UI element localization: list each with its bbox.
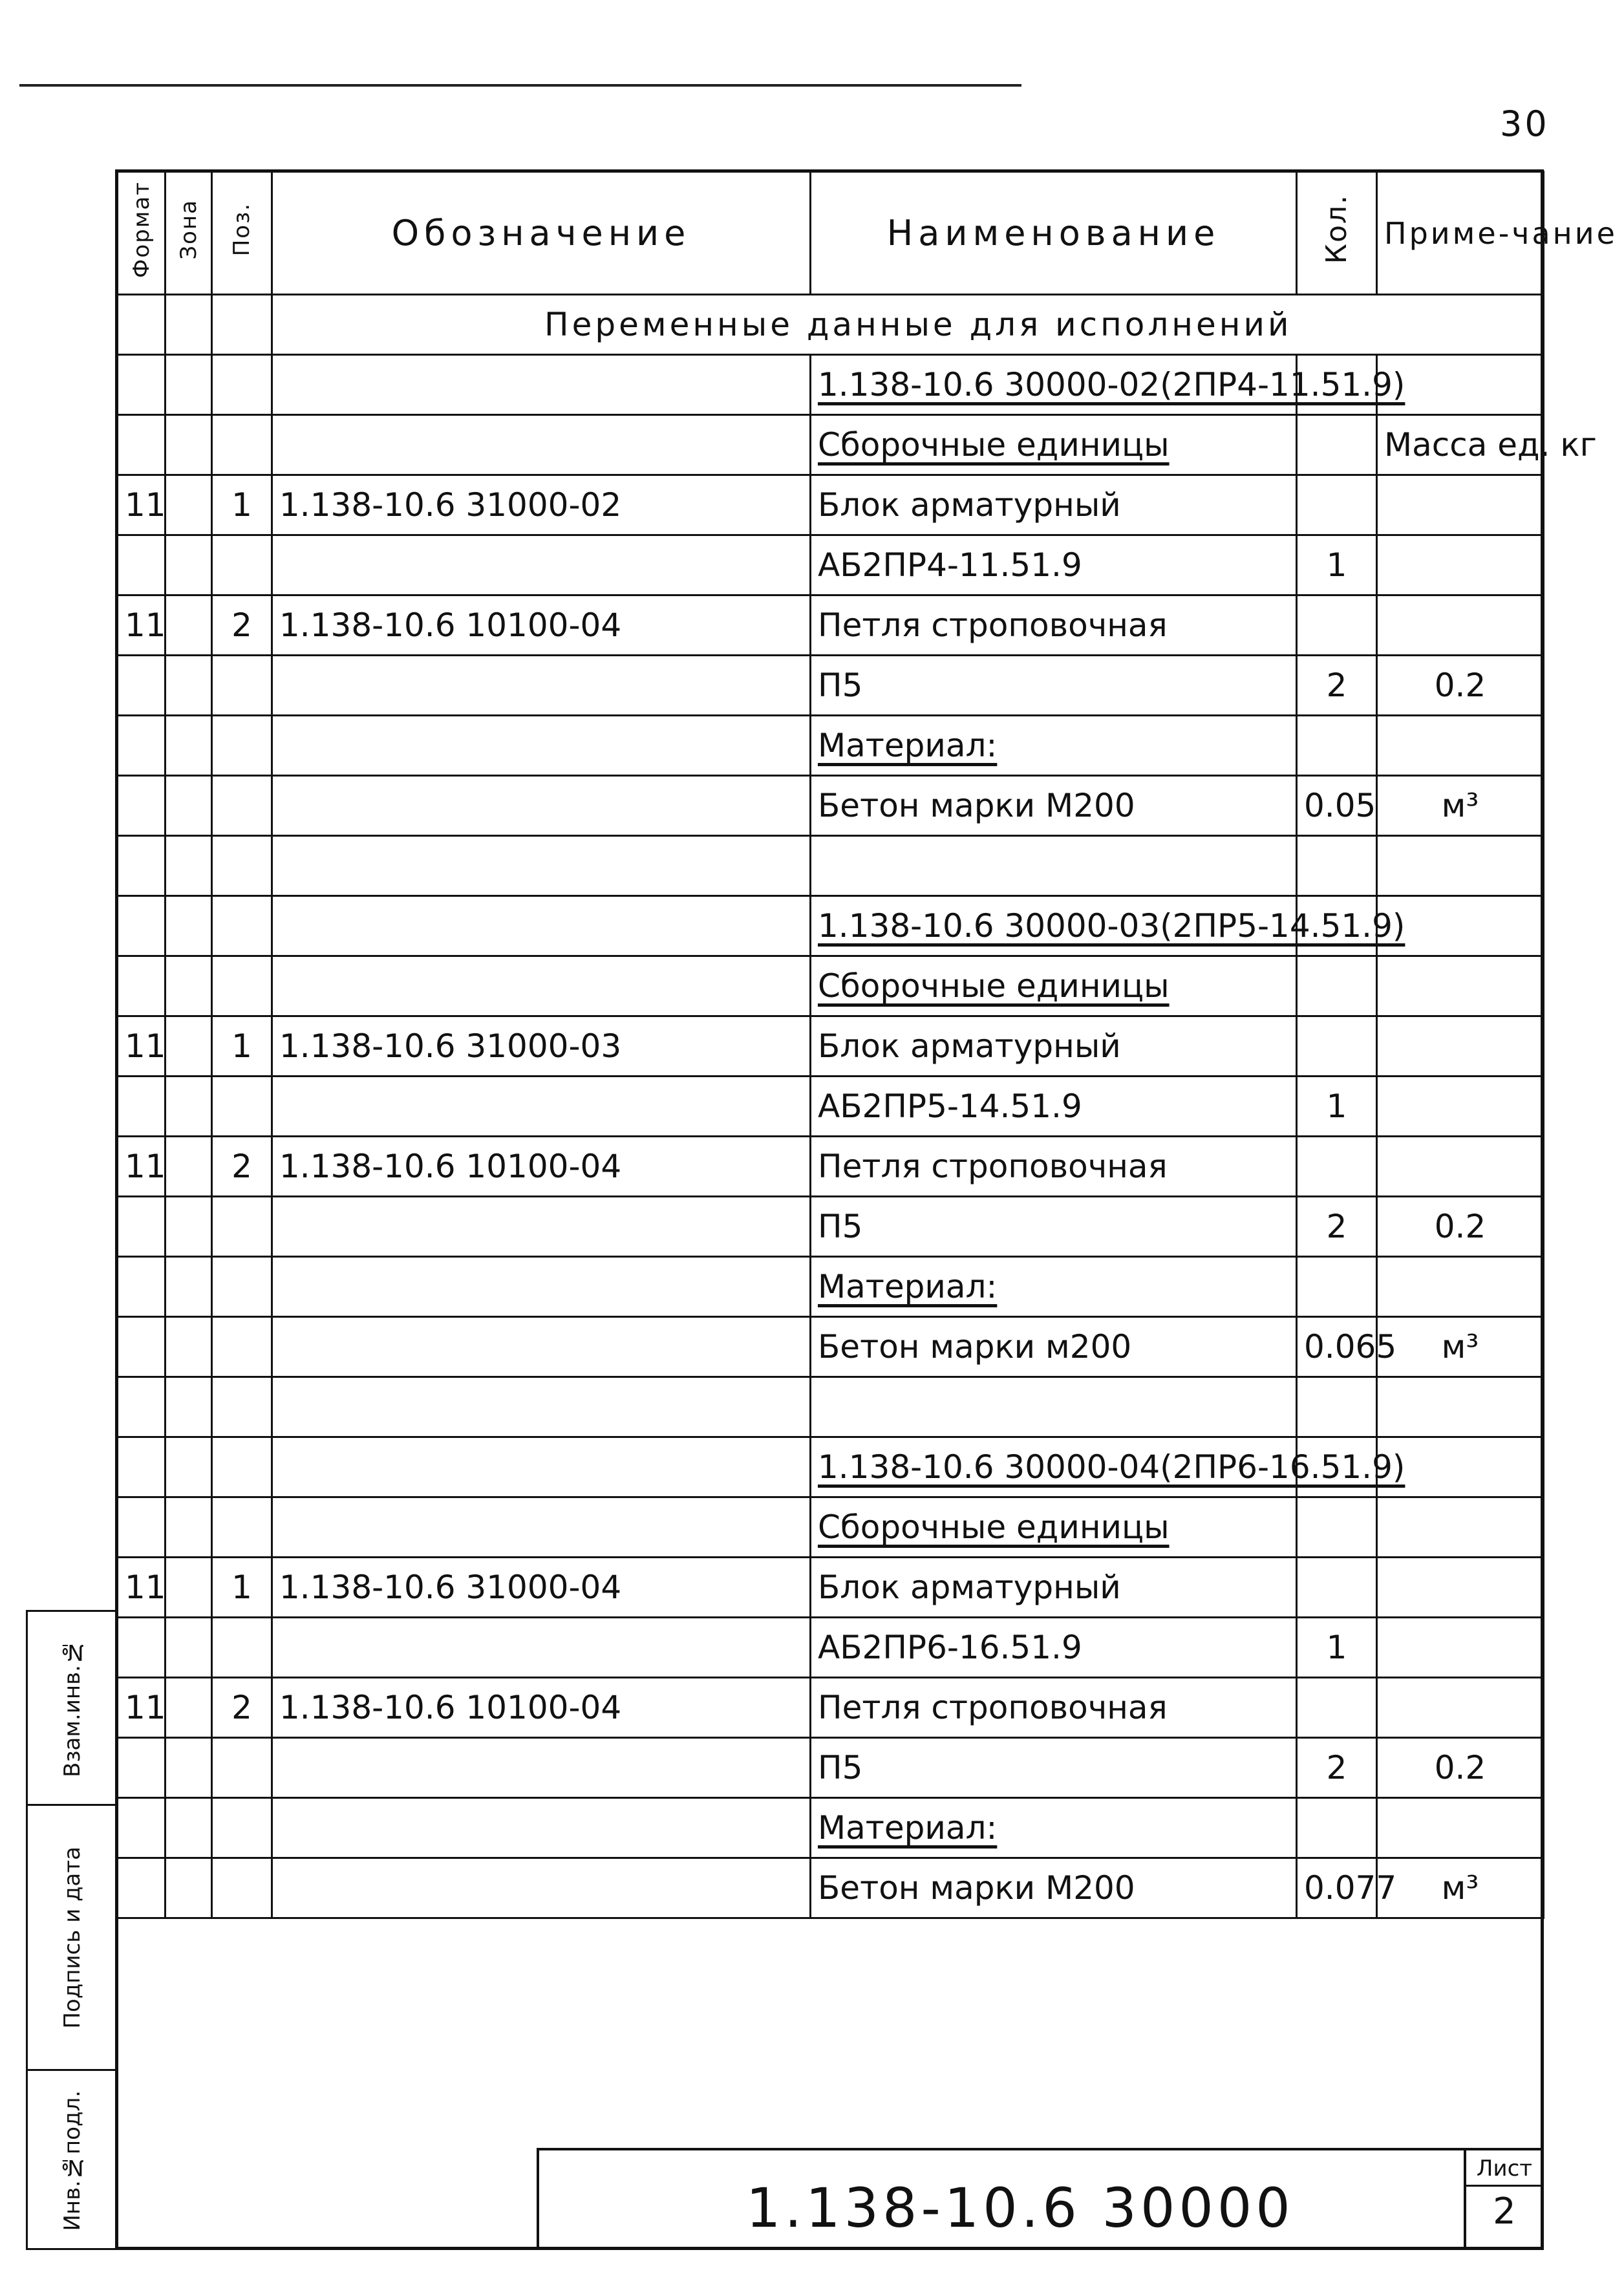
table-row bbox=[118, 535, 1544, 595]
cell-zone bbox=[166, 776, 212, 836]
cell-qty: 2 bbox=[1297, 1197, 1377, 1257]
cell-designation: 1.138-10.6 10100-04 bbox=[272, 1137, 811, 1197]
table-row bbox=[118, 1377, 1544, 1437]
table-row bbox=[118, 1558, 1544, 1618]
cell-pos bbox=[212, 656, 272, 716]
cell-note: м³ bbox=[1377, 1858, 1544, 1918]
cell-name: Петля строповочная bbox=[811, 1137, 1297, 1197]
cell-qty bbox=[1297, 1497, 1377, 1558]
cell-pos bbox=[212, 295, 272, 355]
cell-format bbox=[118, 1858, 166, 1918]
table-row bbox=[118, 1016, 1544, 1077]
cell-zone bbox=[166, 1437, 212, 1497]
cell-designation bbox=[272, 1497, 811, 1558]
cell-zone bbox=[166, 1618, 212, 1678]
cell-pos: 2 bbox=[212, 1137, 272, 1197]
cell-qty bbox=[1297, 415, 1377, 475]
cell-zone bbox=[166, 475, 212, 535]
cell-pos: 1 bbox=[212, 1016, 272, 1077]
scan-edge-line bbox=[19, 84, 1021, 87]
cell-qty bbox=[1297, 1257, 1377, 1317]
cell-note bbox=[1377, 1497, 1544, 1558]
cell-note bbox=[1377, 1016, 1544, 1077]
title-block bbox=[537, 2148, 1543, 2250]
cell-designation: 1.138-10.6 10100-04 bbox=[272, 595, 811, 656]
table-row bbox=[118, 1738, 1544, 1798]
table-body bbox=[118, 295, 1597, 1918]
cell-qty bbox=[1297, 956, 1377, 1016]
cell-name: П5 bbox=[811, 656, 1297, 716]
cell-pos: 1 bbox=[212, 1558, 272, 1618]
cell-pos bbox=[212, 836, 272, 896]
cell-zone bbox=[166, 1497, 212, 1558]
cell-note bbox=[1377, 595, 1544, 656]
cell-qty: 2 bbox=[1297, 656, 1377, 716]
cell-format bbox=[118, 355, 166, 415]
cell-format: 11 bbox=[118, 595, 166, 656]
table-row bbox=[118, 415, 1544, 475]
table-row bbox=[118, 1437, 1544, 1497]
sheet-label: Лист bbox=[1466, 2150, 1543, 2187]
table-row bbox=[118, 1317, 1544, 1377]
cell-name: 1.138-10.6 30000-02(2ПР4-11.51.9) bbox=[811, 355, 1297, 415]
cell-qty bbox=[1297, 595, 1377, 656]
cell-format bbox=[118, 1077, 166, 1137]
cell-pos bbox=[212, 1618, 272, 1678]
sheet-page-number: 30 bbox=[1500, 103, 1550, 144]
cell-format bbox=[118, 956, 166, 1016]
cell-designation bbox=[272, 656, 811, 716]
cell-format bbox=[118, 1798, 166, 1858]
cell-qty bbox=[1297, 716, 1377, 776]
cell-pos bbox=[212, 1497, 272, 1558]
cell-designation: 1.138-10.6 31000-02 bbox=[272, 475, 811, 535]
cell-pos bbox=[212, 956, 272, 1016]
header-pos: Поз. bbox=[212, 172, 272, 295]
cell-pos bbox=[212, 1077, 272, 1137]
cell-zone bbox=[166, 1016, 212, 1077]
cell-name: 1.138-10.6 30000-03(2ПР5-14.51.9) bbox=[811, 896, 1297, 956]
cell-format: 11 bbox=[118, 1137, 166, 1197]
cell-designation bbox=[272, 896, 811, 956]
cell-note: 0.2 bbox=[1377, 1197, 1544, 1257]
cell-format: 11 bbox=[118, 1678, 166, 1738]
cell-note bbox=[1377, 1077, 1544, 1137]
cell-name: Сборочные единицы bbox=[811, 1497, 1297, 1558]
cell-name: АБ2ПР6-16.51.9 bbox=[811, 1618, 1297, 1678]
cell-designation bbox=[272, 776, 811, 836]
cell-note bbox=[1377, 956, 1544, 1016]
cell-designation bbox=[272, 1377, 811, 1437]
cell-pos bbox=[212, 1738, 272, 1798]
cell-name: П5 bbox=[811, 1197, 1297, 1257]
table-row bbox=[118, 1678, 1544, 1738]
cell-note: Масса ед. кг bbox=[1377, 415, 1544, 475]
cell-qty bbox=[1297, 1377, 1377, 1437]
cell-pos: 2 bbox=[212, 1678, 272, 1738]
cell-designation bbox=[272, 1437, 811, 1497]
cell-format: 11 bbox=[118, 1016, 166, 1077]
cell-note bbox=[1377, 716, 1544, 776]
cell-pos bbox=[212, 1858, 272, 1918]
cell-pos bbox=[212, 1317, 272, 1377]
cell-zone bbox=[166, 1077, 212, 1137]
cell-note bbox=[1377, 1257, 1544, 1317]
document-code: 1.138-10.6 30000 bbox=[746, 2176, 1294, 2240]
cell-note bbox=[1377, 1678, 1544, 1738]
table-header-row bbox=[118, 172, 1544, 295]
cell-qty bbox=[1297, 1678, 1377, 1738]
table-row bbox=[118, 716, 1544, 776]
cell-note: м³ bbox=[1377, 776, 1544, 836]
cell-format bbox=[118, 1738, 166, 1798]
cell-note bbox=[1377, 1377, 1544, 1437]
cell-name: Бетон марки М200 bbox=[811, 776, 1297, 836]
cell-qty: 0.065 bbox=[1297, 1317, 1377, 1377]
cell-note bbox=[1377, 1137, 1544, 1197]
cell-format bbox=[118, 1257, 166, 1317]
cell-format bbox=[118, 1437, 166, 1497]
cell-zone bbox=[166, 1678, 212, 1738]
header-name: Наименование bbox=[811, 172, 1297, 295]
cell-qty bbox=[1297, 836, 1377, 896]
header-format: Формат bbox=[118, 172, 166, 295]
cell-qty: 1 bbox=[1297, 535, 1377, 595]
cell-zone bbox=[166, 1738, 212, 1798]
table-row bbox=[118, 836, 1544, 896]
cell-name: Материал: bbox=[811, 1798, 1297, 1858]
cell-name: АБ2ПР5-14.51.9 bbox=[811, 1077, 1297, 1137]
specification-table bbox=[116, 171, 1618, 1919]
cell-zone bbox=[166, 415, 212, 475]
section-title: Переменные данные для исполнений bbox=[272, 295, 1544, 355]
cell-name: Бетон марки М200 bbox=[811, 1858, 1297, 1918]
cell-zone bbox=[166, 1317, 212, 1377]
cell-format bbox=[118, 716, 166, 776]
cell-format bbox=[118, 295, 166, 355]
left-approval-strip bbox=[26, 1610, 116, 2250]
table-row bbox=[118, 776, 1544, 836]
cell-name: 1.138-10.6 30000-04(2ПР6-16.51.9) bbox=[811, 1437, 1297, 1497]
cell-designation bbox=[272, 956, 811, 1016]
cell-pos bbox=[212, 1257, 272, 1317]
table-row bbox=[118, 475, 1544, 535]
cell-format bbox=[118, 776, 166, 836]
cell-zone bbox=[166, 716, 212, 776]
cell-designation bbox=[272, 836, 811, 896]
cell-designation bbox=[272, 1798, 811, 1858]
cell-designation bbox=[272, 1257, 811, 1317]
cell-format: 11 bbox=[118, 1558, 166, 1618]
cell-zone bbox=[166, 1798, 212, 1858]
cell-name: П5 bbox=[811, 1738, 1297, 1798]
cell-note bbox=[1377, 1798, 1544, 1858]
table-row bbox=[118, 355, 1544, 415]
cell-designation bbox=[272, 1077, 811, 1137]
cell-name bbox=[811, 1377, 1297, 1437]
cell-designation bbox=[272, 1738, 811, 1798]
cell-pos bbox=[212, 716, 272, 776]
cell-qty bbox=[1297, 1137, 1377, 1197]
cell-zone bbox=[166, 956, 212, 1016]
sheet-box bbox=[1464, 2150, 1543, 2250]
cell-zone bbox=[166, 1377, 212, 1437]
cell-name: Блок арматурный bbox=[811, 1016, 1297, 1077]
header-note: Приме-чание bbox=[1377, 172, 1544, 295]
cell-zone bbox=[166, 1558, 212, 1618]
cell-format bbox=[118, 1497, 166, 1558]
cell-zone bbox=[166, 295, 212, 355]
cell-name: Материал: bbox=[811, 716, 1297, 776]
cell-designation: 1.138-10.6 31000-03 bbox=[272, 1016, 811, 1077]
table-row bbox=[118, 1197, 1544, 1257]
cell-note bbox=[1377, 836, 1544, 896]
cell-zone bbox=[166, 1137, 212, 1197]
cell-designation: 1.138-10.6 31000-04 bbox=[272, 1558, 811, 1618]
cell-pos bbox=[212, 1377, 272, 1437]
header-zone: Зона bbox=[166, 172, 212, 295]
cell-qty: 2 bbox=[1297, 1738, 1377, 1798]
cell-format bbox=[118, 1618, 166, 1678]
cell-format bbox=[118, 1377, 166, 1437]
cell-format: 11 bbox=[118, 475, 166, 535]
cell-name: Сборочные единицы bbox=[811, 956, 1297, 1016]
cell-qty: 0.077 bbox=[1297, 1858, 1377, 1918]
cell-name: Бетон марки м200 bbox=[811, 1317, 1297, 1377]
cell-format bbox=[118, 1197, 166, 1257]
cell-note bbox=[1377, 535, 1544, 595]
cell-format bbox=[118, 656, 166, 716]
strip-inv-original: Инв.№подл. bbox=[59, 2090, 85, 2231]
cell-qty bbox=[1297, 1558, 1377, 1618]
cell-note bbox=[1377, 475, 1544, 535]
cell-pos bbox=[212, 1798, 272, 1858]
cell-note: м³ bbox=[1377, 1317, 1544, 1377]
cell-format bbox=[118, 535, 166, 595]
cell-qty bbox=[1297, 475, 1377, 535]
cell-format bbox=[118, 896, 166, 956]
table-row bbox=[118, 1858, 1544, 1918]
cell-designation bbox=[272, 535, 811, 595]
cell-zone bbox=[166, 836, 212, 896]
cell-zone bbox=[166, 355, 212, 415]
cell-qty bbox=[1297, 1798, 1377, 1858]
cell-designation bbox=[272, 1197, 811, 1257]
cell-format bbox=[118, 415, 166, 475]
cell-pos: 1 bbox=[212, 475, 272, 535]
cell-designation: 1.138-10.6 10100-04 bbox=[272, 1678, 811, 1738]
cell-name: Материал: bbox=[811, 1257, 1297, 1317]
cell-qty bbox=[1297, 1016, 1377, 1077]
cell-designation bbox=[272, 415, 811, 475]
table-row bbox=[118, 1257, 1544, 1317]
cell-note: 0.2 bbox=[1377, 1738, 1544, 1798]
cell-zone bbox=[166, 656, 212, 716]
strip-replaced-inv: Взам.инв.№ bbox=[28, 1612, 116, 1806]
table-row bbox=[118, 1618, 1544, 1678]
cell-designation bbox=[272, 716, 811, 776]
cell-pos bbox=[212, 415, 272, 475]
table-row bbox=[118, 595, 1544, 656]
cell-qty: 1 bbox=[1297, 1618, 1377, 1678]
cell-note bbox=[1377, 1618, 1544, 1678]
sheet-value: 2 bbox=[1493, 2191, 1516, 2233]
cell-pos bbox=[212, 355, 272, 415]
cell-format bbox=[118, 1317, 166, 1377]
cell-pos bbox=[212, 1197, 272, 1257]
cell-pos bbox=[212, 1437, 272, 1497]
table-row bbox=[118, 956, 1544, 1016]
cell-note: 0.2 bbox=[1377, 656, 1544, 716]
table-row bbox=[118, 1077, 1544, 1137]
table-row bbox=[118, 1137, 1544, 1197]
cell-pos bbox=[212, 776, 272, 836]
cell-designation bbox=[272, 355, 811, 415]
cell-pos bbox=[212, 896, 272, 956]
cell-pos: 2 bbox=[212, 595, 272, 656]
cell-note bbox=[1377, 1558, 1544, 1618]
cell-designation bbox=[272, 1317, 811, 1377]
header-designation: Обозначение bbox=[272, 172, 811, 295]
cell-zone bbox=[166, 1257, 212, 1317]
cell-zone bbox=[166, 896, 212, 956]
cell-name: Петля строповочная bbox=[811, 595, 1297, 656]
table-row bbox=[118, 1798, 1544, 1858]
cell-qty: 0.05 bbox=[1297, 776, 1377, 836]
table-row bbox=[118, 295, 1544, 355]
cell-zone bbox=[166, 1858, 212, 1918]
header-qty: Кол. bbox=[1297, 172, 1377, 295]
cell-name: АБ2ПР4-11.51.9 bbox=[811, 535, 1297, 595]
cell-pos bbox=[212, 535, 272, 595]
cell-name: Блок арматурный bbox=[811, 1558, 1297, 1618]
cell-name: Сборочные единицы bbox=[811, 415, 1297, 475]
cell-qty: 1 bbox=[1297, 1077, 1377, 1137]
table-row bbox=[118, 896, 1544, 956]
strip-signature-date: Подпись и дата bbox=[28, 1806, 116, 2071]
cell-format bbox=[118, 836, 166, 896]
cell-zone bbox=[166, 535, 212, 595]
cell-zone bbox=[166, 595, 212, 656]
cell-name: Блок арматурный bbox=[811, 475, 1297, 535]
table-row bbox=[118, 1497, 1544, 1558]
cell-name bbox=[811, 836, 1297, 896]
cell-designation bbox=[272, 1858, 811, 1918]
cell-name: Петля строповочная bbox=[811, 1678, 1297, 1738]
cell-designation bbox=[272, 1618, 811, 1678]
table-row bbox=[118, 656, 1544, 716]
cell-zone bbox=[166, 1197, 212, 1257]
